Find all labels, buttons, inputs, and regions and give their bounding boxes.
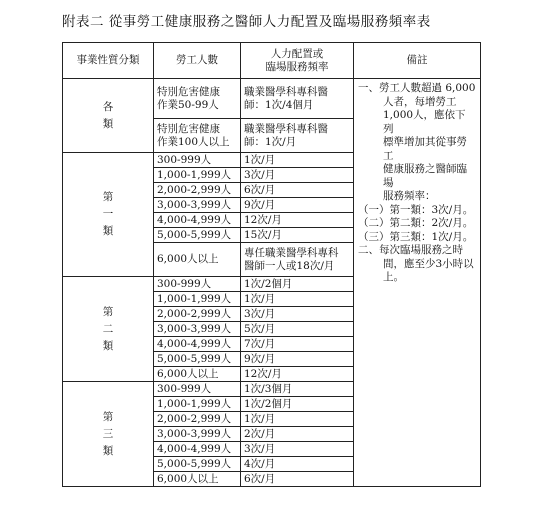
header-category: 事業性質分類 [63, 43, 154, 79]
frequency-cell: 12次/月 [241, 367, 354, 382]
frequency-cell: 15次/月 [241, 228, 354, 243]
header-workers: 勞工人數 [154, 43, 241, 79]
workers-cell: 特別危害健康 作業100人以上 [154, 119, 241, 153]
frequency-cell: 1次/月 [241, 153, 354, 168]
frequency-cell: 1次/3個月 [241, 382, 354, 397]
workers-cell: 6,000人以上 [154, 367, 241, 382]
frequency-cell: 1次/2個月 [241, 277, 354, 292]
frequency-cell: 1次/2個月 [241, 397, 354, 412]
staffing-table [62, 42, 481, 487]
frequency-cell: 專任職業醫學科專科 醫師一人或18次/月 [241, 243, 354, 277]
workers-cell: 2,000-2,999人 [154, 307, 241, 322]
frequency-cell: 職業醫學科專科醫 師：1次/4個月 [241, 79, 354, 119]
workers-cell: 3,000-3,999人 [154, 427, 241, 442]
category-second: 第 二 類 [63, 277, 154, 382]
frequency-cell: 7次/月 [241, 337, 354, 352]
frequency-cell: 5次/月 [241, 322, 354, 337]
workers-cell: 6,000人以上 [154, 472, 241, 487]
frequency-cell: 3次/月 [241, 442, 354, 457]
frequency-cell: 4次/月 [241, 457, 354, 472]
header-notes: 備註 [354, 43, 481, 79]
frequency-cell: 3次/月 [241, 168, 354, 183]
workers-cell: 300-999人 [154, 153, 241, 168]
frequency-cell: 6次/月 [241, 472, 354, 487]
category-first: 第 一 類 [63, 153, 154, 277]
frequency-cell: 9次/月 [241, 352, 354, 367]
frequency-cell: 6次/月 [241, 183, 354, 198]
workers-cell: 4,000-4,999人 [154, 442, 241, 457]
workers-cell: 4,000-4,999人 [154, 213, 241, 228]
category-each: 各 類 [63, 79, 154, 153]
workers-cell: 2,000-2,999人 [154, 183, 241, 198]
workers-cell: 2,000-2,999人 [154, 412, 241, 427]
workers-cell: 1,000-1,999人 [154, 397, 241, 412]
workers-cell: 特別危害健康 作業50-99人 [154, 79, 241, 119]
frequency-cell: 9次/月 [241, 198, 354, 213]
workers-cell: 300-999人 [154, 277, 241, 292]
table-row [63, 79, 481, 119]
workers-cell: 3,000-3,999人 [154, 198, 241, 213]
workers-cell: 4,000-4,999人 [154, 337, 241, 352]
frequency-cell: 12次/月 [241, 213, 354, 228]
header-staffing: 人力配置或 臨場服務頻率 [241, 43, 354, 79]
workers-cell: 6,000人以上 [154, 243, 241, 277]
notes-cell: 一、勞工人數超過 6,000 人者，每增勞工 1,000人，應依下列 標準增加其從事勞工 健康服務之醫師臨場 服務頻率： （一）第一類：3次/月。 （二）第二類：2次/月。 （三）第三類：1次/月。 二、每次臨場服務之時 間，應至少3小時以 上。 [354, 79, 481, 487]
workers-cell: 1,000-1,999人 [154, 168, 241, 183]
table-title: 附表二 從事勞工健康服務之醫師人力配置及臨場服務頻率表 [62, 14, 431, 30]
workers-cell: 300-999人 [154, 382, 241, 397]
frequency-cell: 1次/月 [241, 292, 354, 307]
frequency-cell: 3次/月 [241, 307, 354, 322]
workers-cell: 5,000-5,999人 [154, 352, 241, 367]
category-third: 第 三 類 [63, 382, 154, 487]
header-row [63, 43, 481, 79]
frequency-cell: 1次/月 [241, 412, 354, 427]
workers-cell: 1,000-1,999人 [154, 292, 241, 307]
workers-cell: 5,000-5,999人 [154, 228, 241, 243]
frequency-cell: 職業醫學科專科醫 師：1次/月 [241, 119, 354, 153]
workers-cell: 3,000-3,999人 [154, 322, 241, 337]
workers-cell: 5,000-5,999人 [154, 457, 241, 472]
frequency-cell: 2次/月 [241, 427, 354, 442]
